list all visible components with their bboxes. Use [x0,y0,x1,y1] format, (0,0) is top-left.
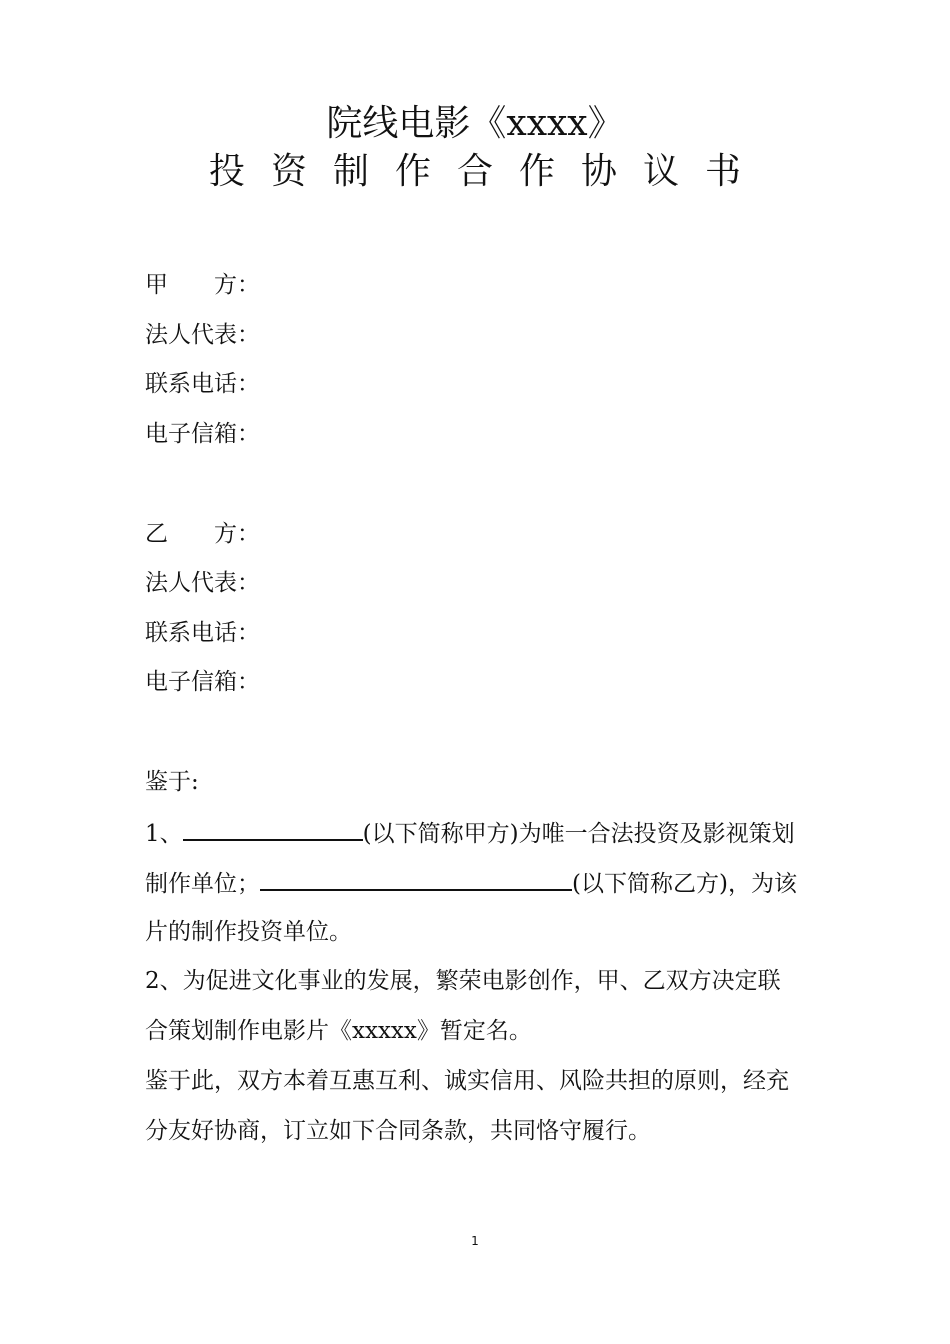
party-a-legal-rep: 法人代表： [145,322,260,348]
clause-1-text: (以下简称甲方)为唯一合法投资及影视策划 [362,821,795,847]
title-char: 书 [705,151,742,192]
party-a-label-char1: 甲 [145,272,168,298]
party-a-name-blank [183,817,363,841]
party-b-label-char2: 方： [214,521,260,547]
document-title-line1: 院线电影《xxxx》 [326,103,624,144]
title-char: 作 [394,151,431,192]
agreement-paragraph-line2: 分友好协商，订立如下合同条款，共同恪守履行。 [145,1118,651,1144]
title-char: 议 [643,151,680,192]
clause-1-line2 [145,867,797,899]
party-b-legal-rep: 法人代表： [145,570,260,596]
party-a-phone: 联系电话： [145,371,260,397]
party-b-name-blank [260,867,572,891]
page-number: 1 [471,1234,479,1248]
party-a-label-char2: 方： [214,272,260,298]
clause-2-line2: 合策划制作电影片《xxxxx》暂定名。 [145,1018,532,1044]
title-char: 协 [581,151,618,192]
clause-1-line2-text: (以下简称乙方)，为该 [572,871,797,897]
title-char: 资 [270,151,307,192]
clause-1-line1 [145,817,795,849]
party-b-phone: 联系电话： [145,620,260,646]
party-b-label-char1: 乙 [145,521,168,547]
clause-1-line3: 片的制作投资单位。 [145,919,352,945]
whereas-heading: 鉴于: [145,769,199,795]
party-b-email: 电子信箱： [145,669,260,695]
title-char: 制 [332,151,369,192]
clause-1-line2-prefix: 制作单位； [145,871,260,897]
clause-2-line1: 2、为促进文化事业的发展，繁荣电影创作，甲、乙双方决定联 [145,968,781,994]
clause-1-number: 1、 [145,821,183,847]
party-a-email: 电子信箱： [145,421,260,447]
document-title-line2 [0,148,950,196]
title-char: 作 [519,151,556,192]
party-a-label [145,270,260,300]
party-b-label [145,519,260,549]
agreement-paragraph-line1: 鉴于此，双方本着互惠互利、诚实信用、风险共担的原则，经充 [145,1068,789,1094]
title-char: 合 [456,151,493,192]
title-char: 投 [208,151,245,192]
